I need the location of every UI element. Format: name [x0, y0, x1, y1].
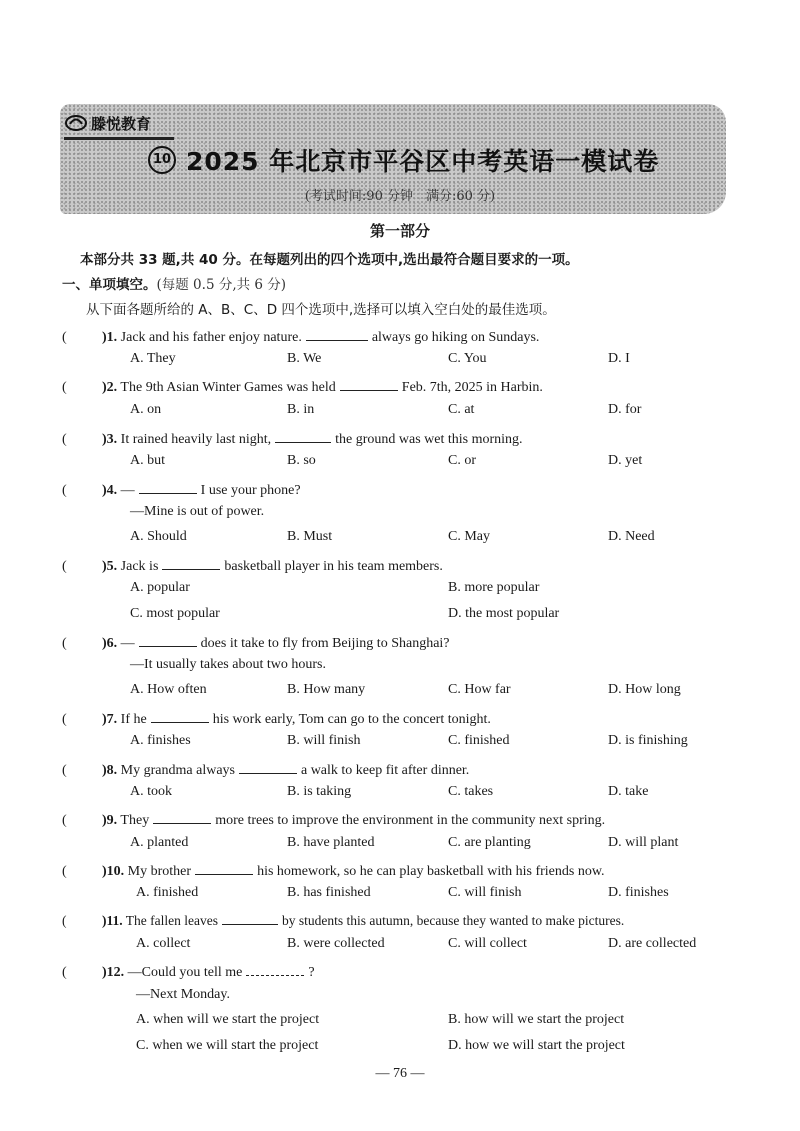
option-d: D. the most popular [448, 606, 560, 621]
option-b: B. in [287, 402, 315, 417]
brand [64, 110, 151, 136]
answer-paren[interactable]: ( [62, 763, 67, 778]
answer-blank [151, 708, 209, 723]
answer-paren[interactable]: ( [62, 864, 67, 879]
page-number: — 76 — [375, 1066, 425, 1081]
stem-pre: My grandma always [120, 763, 235, 778]
question-number: )10. [102, 864, 125, 879]
stem-post: always go hiking on Sundays. [371, 330, 540, 345]
answer-blank [139, 479, 197, 494]
answer-blank [153, 809, 211, 824]
answer-paren[interactable]: ( [62, 636, 67, 651]
answer-paren[interactable]: ( [62, 380, 67, 395]
answer-blank [195, 860, 253, 875]
option-c: C. takes [448, 784, 494, 799]
option-c: C. You [448, 351, 487, 366]
option-d: D. Need [608, 529, 655, 544]
stem-post: his homework, so he can play basketball with his friends now. [257, 864, 605, 879]
stem-post: a walk to keep fit after dinner. [300, 763, 470, 778]
option-a: A. Should [130, 529, 187, 544]
question-stem [62, 428, 523, 450]
section-intro: 本部分共 33 题,共 40 分。在每题列出的四个选项中,选出最符合题目要求的一项。 [80, 252, 579, 268]
option-b: B. is taking [287, 784, 352, 799]
question-number: )3. [102, 432, 118, 447]
answer-blank [239, 759, 297, 774]
part-heading-title: 一、单项填空。 [62, 277, 157, 293]
option-d: D. I [608, 351, 630, 366]
stem-pre: Jack and his father enjoy nature. [120, 330, 302, 345]
stem-pre: — [120, 483, 135, 498]
dialogue-reply: —It usually takes about two hours. [130, 657, 326, 672]
question-stem [62, 479, 301, 501]
option-a: A. but [130, 453, 165, 468]
option-b: B. were collected [287, 936, 385, 951]
part-heading-note: (每题 0.5 分,共 6 分) [156, 277, 287, 293]
option-a: A. took [130, 784, 172, 799]
question-stem [62, 376, 543, 398]
section-title: 第一部分 [369, 222, 430, 240]
stem-pre: My brother [127, 864, 192, 879]
answer-paren[interactable]: ( [62, 483, 67, 498]
question-number: )9. [102, 813, 118, 828]
question-stem [62, 860, 605, 882]
option-c: C. most popular [130, 606, 220, 621]
option-a: A. They [130, 351, 176, 366]
answer-paren[interactable]: ( [62, 712, 67, 727]
option-d: D. How long [608, 682, 681, 697]
answer-blank [275, 428, 331, 443]
question-number: )8. [102, 763, 118, 778]
option-d: D. are collected [608, 936, 697, 951]
stem-post: his work early, Tom can go to the concert tonight. [212, 712, 491, 727]
option-b: B. How many [287, 682, 366, 697]
stem-pre: The 9th Asian Winter Games was held [120, 380, 336, 395]
stem-pre: — [120, 636, 135, 651]
option-c: C. or [448, 453, 476, 468]
option-a: A. How often [130, 682, 207, 697]
stem-post: Feb. 7th, 2025 in Harbin. [401, 380, 543, 395]
dialogue-reply: —Next Monday. [136, 987, 230, 1002]
dialogue-reply: —Mine is out of power. [130, 504, 265, 519]
question-number: )11. [102, 913, 123, 928]
answer-paren[interactable]: ( [62, 432, 67, 447]
option-c: C. when we will start the project [136, 1038, 319, 1053]
option-c: C. will finish [448, 885, 522, 900]
option-b: B. will finish [287, 733, 361, 748]
answer-blank [306, 326, 368, 341]
option-d: D. take [608, 784, 649, 799]
exam-info: (考试时间:90 分钟 满分:60 分) [304, 189, 496, 204]
option-a: A. collect [136, 936, 191, 951]
question-number: )5. [102, 559, 118, 574]
option-d: D. how we will start the project [448, 1038, 625, 1053]
question-number: )6. [102, 636, 118, 651]
stem-pre: —Could you tell me [127, 965, 243, 980]
question-number: )7. [102, 712, 118, 727]
exam-title [148, 140, 668, 180]
stem-pre: It rained heavily last night, [120, 432, 272, 447]
answer-paren[interactable]: ( [62, 330, 67, 345]
question-stem [62, 632, 450, 654]
answer-paren[interactable]: ( [62, 965, 67, 980]
question-number: )1. [102, 330, 118, 345]
option-a: A. planted [130, 835, 189, 850]
stem-pre: Jack is [120, 559, 159, 574]
answer-blank [162, 555, 220, 570]
option-a: A. when will we start the project [136, 1012, 320, 1027]
paper-number-badge: 10 [148, 146, 176, 174]
option-b: B. have planted [287, 835, 375, 850]
answer-blank [246, 961, 304, 976]
question-number: )2. [102, 380, 118, 395]
answer-blank [139, 632, 197, 647]
stem-post: the ground was wet this morning. [335, 432, 523, 447]
answer-paren[interactable]: ( [62, 559, 67, 574]
stem-post: basketball player in his team members. [224, 559, 443, 574]
question-stem [62, 809, 605, 831]
question-stem [62, 910, 624, 932]
stem-pre: If he [120, 712, 147, 727]
answer-paren[interactable]: ( [62, 813, 67, 828]
option-c: C. finished [448, 733, 510, 748]
question-stem [62, 759, 469, 781]
option-c: C. are planting [448, 835, 531, 850]
option-a: A. finishes [130, 733, 191, 748]
option-b: B. more popular [448, 580, 540, 595]
option-c: C. May [448, 529, 490, 544]
question-stem [62, 708, 491, 730]
option-b: B. how will we start the project [448, 1012, 625, 1027]
stem-post: I use your phone? [200, 483, 301, 498]
part-instruction: 从下面各题所给的 A、B、C、D 四个选项中,选择可以填入空白处的最佳选项。 [86, 302, 556, 318]
stem-post: does it take to fly from Beijing to Shanghai? [200, 636, 450, 651]
brand-name: 滕悦教育 [91, 114, 152, 133]
option-d: D. finishes [608, 885, 669, 900]
question-number: )12. [102, 965, 125, 980]
option-d: D. for [608, 402, 642, 417]
option-a: A. popular [130, 580, 190, 595]
option-a: A. finished [136, 885, 199, 900]
stem-pre: The fallen leaves [125, 913, 218, 928]
option-c: C. How far [448, 682, 511, 697]
answer-blank [340, 376, 398, 391]
question-stem [62, 961, 315, 983]
option-b: B. We [287, 351, 322, 366]
option-b: B. Must [287, 529, 333, 544]
part-heading [62, 273, 286, 293]
option-a: A. on [130, 402, 162, 417]
option-d: D. yet [608, 453, 643, 468]
option-d: D. will plant [608, 835, 679, 850]
exam-title-text: 2025 年北京市平谷区中考英语一模试卷 [186, 147, 660, 176]
answer-blank [222, 910, 278, 925]
brand-logo-icon [64, 113, 88, 133]
question-stem [62, 326, 539, 348]
option-c: C. will collect [448, 936, 527, 951]
stem-pre: They [120, 813, 150, 828]
option-b: B. has finished [287, 885, 371, 900]
option-c: C. at [448, 402, 475, 417]
stem-post: more trees to improve the environment in the community next spring. [215, 813, 606, 828]
stem-post: by students this autumn, because they wanted to make pictures. [281, 913, 625, 928]
stem-post: ? [308, 965, 315, 980]
question-stem [62, 555, 443, 577]
option-d: D. is finishing [608, 733, 688, 748]
question-number: )4. [102, 483, 118, 498]
option-b: B. so [287, 453, 316, 468]
answer-paren[interactable]: ( [62, 913, 67, 928]
